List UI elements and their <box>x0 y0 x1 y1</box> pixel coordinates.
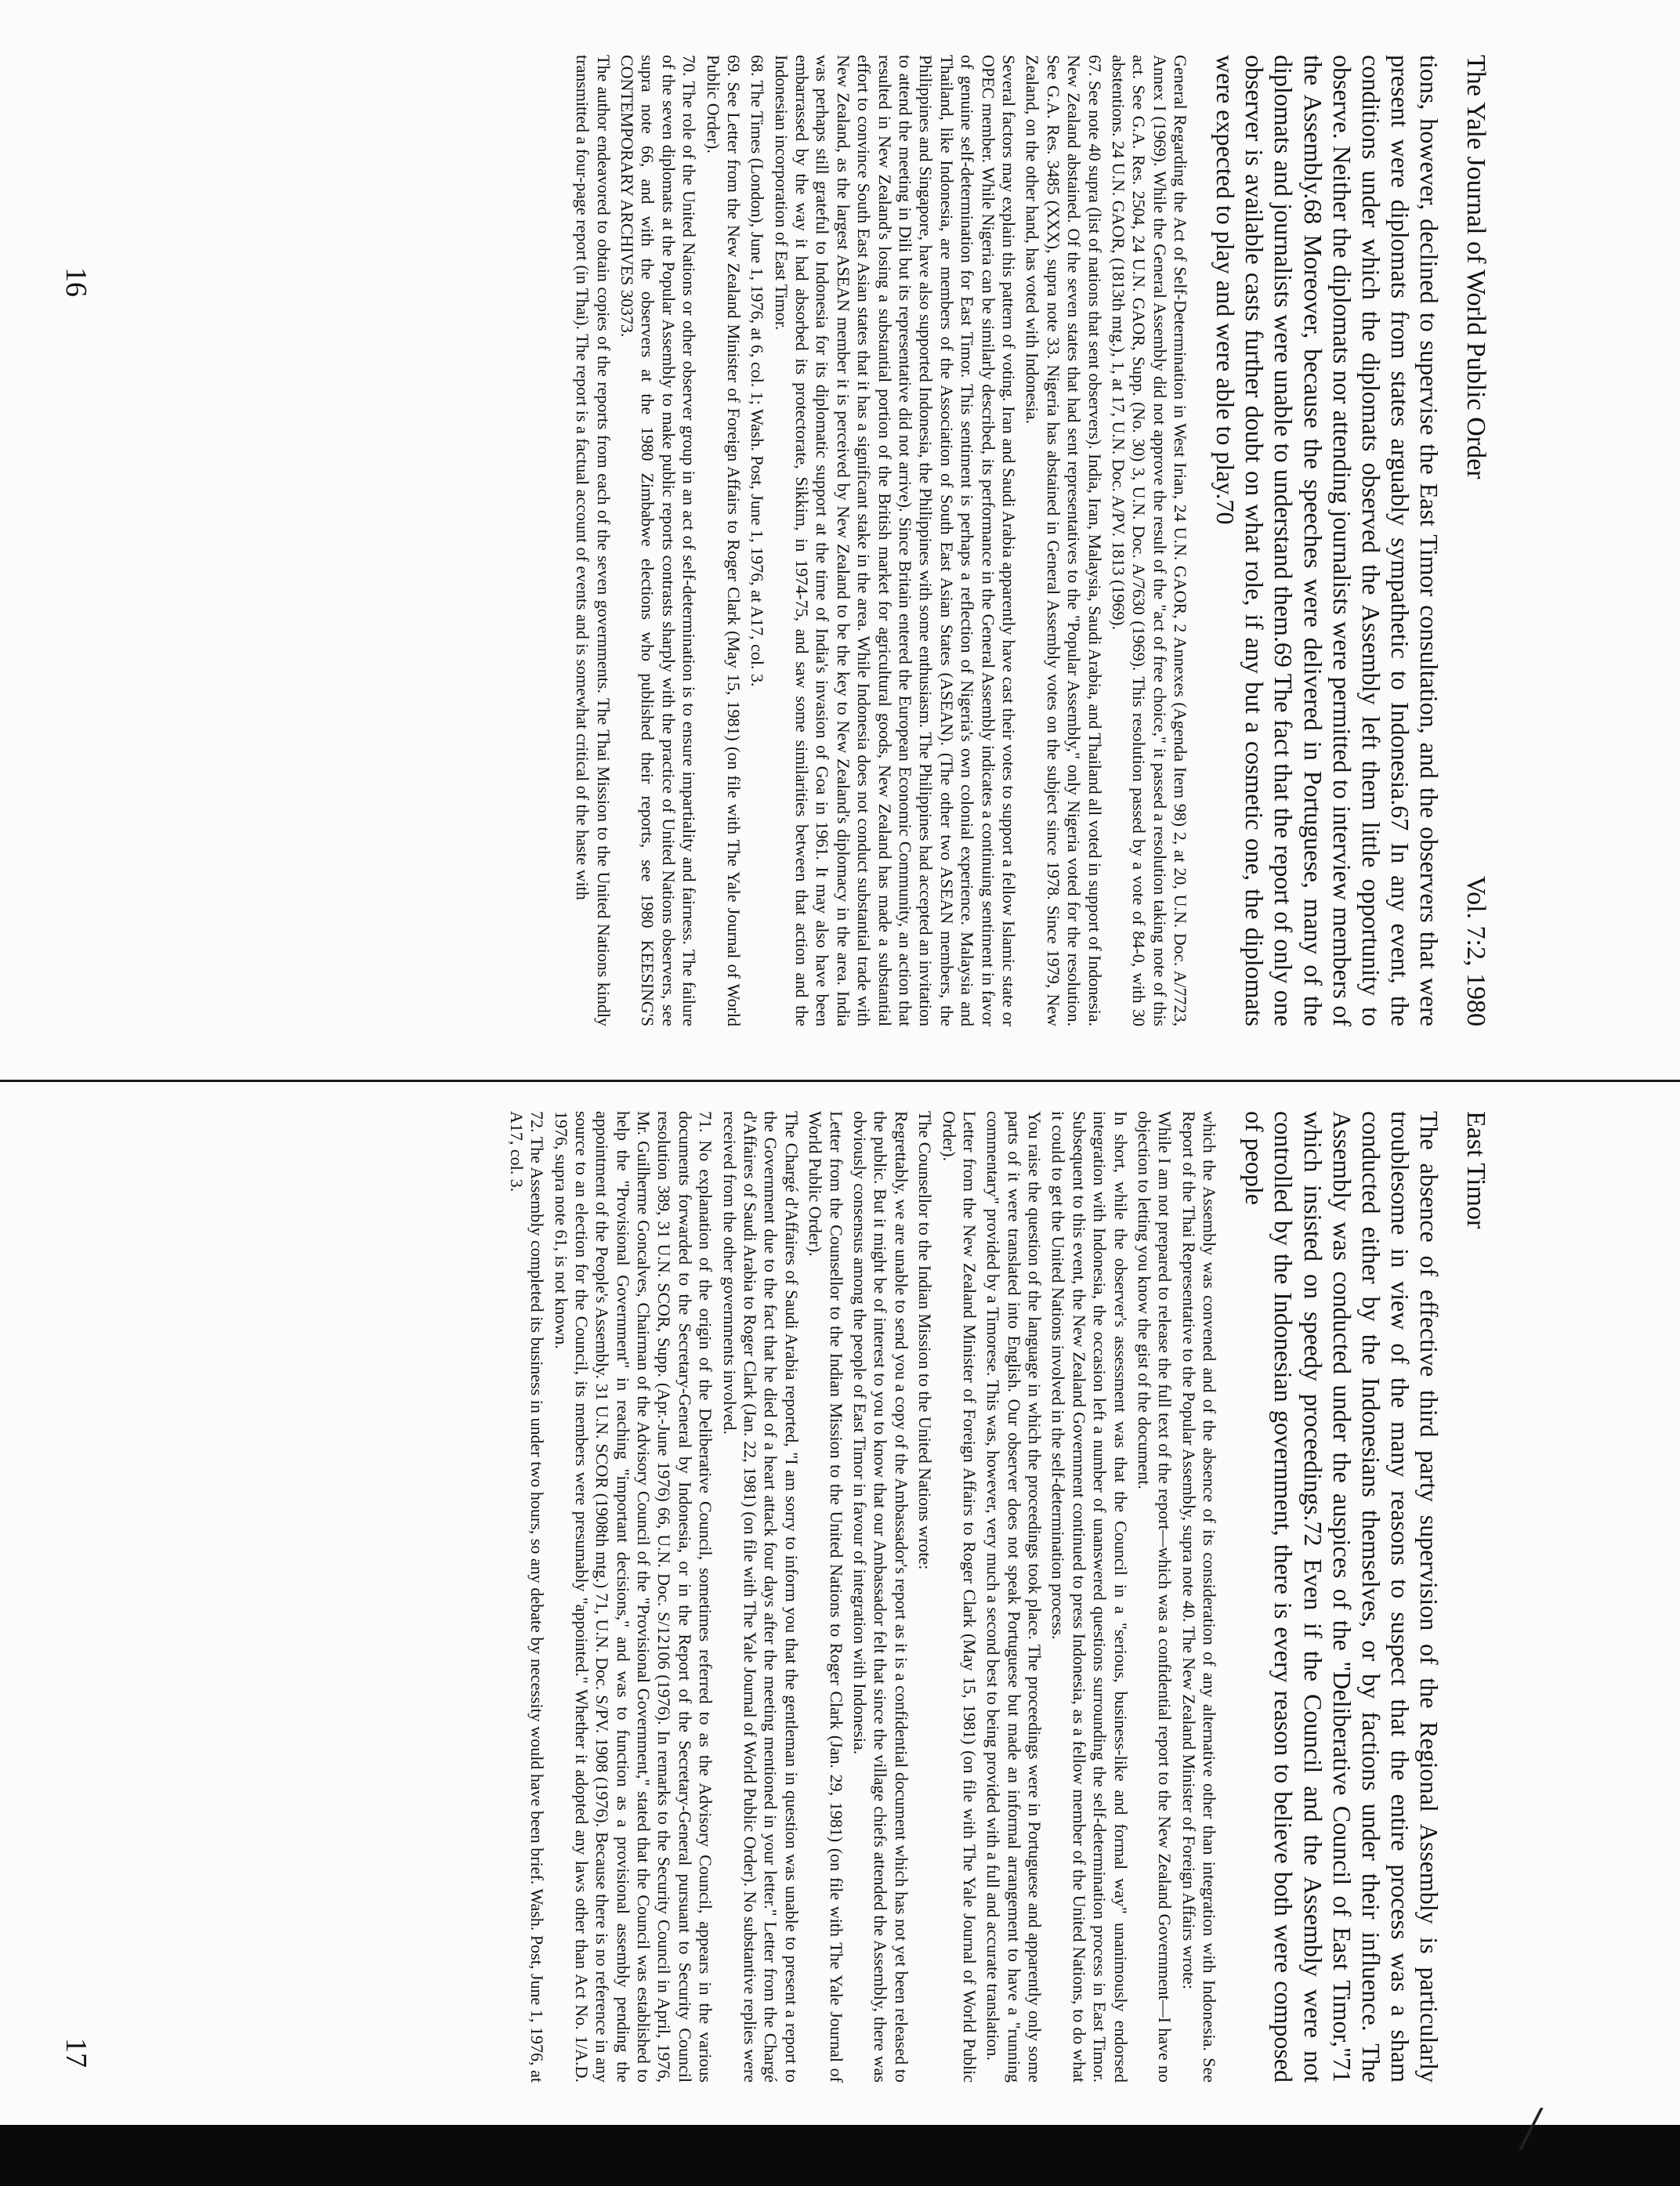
scan-bottom-edge <box>0 2125 1680 2186</box>
footnote: 68. The Times (London), June 1, 1976, at 6, col. 1; Wash. Post, June 1, 1976, at A17, col. 3. <box>748 55 768 687</box>
footnote: Several factors may explain this pattern of voting. Iran and Saudi Arabia apparently have cast their votes to support a fellow Islamic state or OPEC member. While Nigeria can be similarly described, its performance in the General Assembly indicates a continuing sentiment in favor of genuine self-determination for East Timor. This sentiment is perhaps a reflection of Nigeria's own colonial experience. Malaysia and Thailand, like Indonesia, are members of the Association of South East Asian States (ASEAN). (The other two ASEAN members, the Philippines and Singapore, have also supported Indonesia, the Philippines with some enthusiasm. The Philippines had accepted an invitation to attend the meeting in Dili but its representative did not arrive). Since Britain entered the European Economic Community, an action that resulted in New Zealand's losing a substantial portion of the British market for agricultural goods, New Zealand has made a substantial effort to convince South East Asian states that it has a significant stake in the area. While Indonesia does not conduct substantial trade with New Zealand, as the largest ASEAN member it is perceived by New Zealand to be the key to New Zealand's diplomacy in the area. India was perhaps still grateful to Indonesia for its diplomatic support at the time of India's invasion of Goa in 1961. It may also have been embarrassed by the way it had absorbed its protectorate, Sikkim, in 1974-75, and saw some similarities between that action and the Indonesian incorporation of East Timor. <box>771 55 1019 1026</box>
page-divider <box>0 1080 1680 1082</box>
footnote: Letter from the Counsellor to the Indian Mission to the United Nations to Roger Clark (Jan. 29, 1981) (on file with The Yale Journal of World Public Order). <box>806 1111 846 2083</box>
footnote: 70. The role of the United Nations or other observer group in an act of self-determination is to ensure impartiality and fairness. The failure of the seven diplomats at the Popular Assembly to make public reports contrasts sharply with the practice of United Nations observers, see supra note 66, and with the observers at the 1980 Zimbabwe elections who published their reports, see 1980 KEESING'S CONTEMPORARY ARCHIVES 30373. <box>617 55 700 1026</box>
page-17 <box>502 1111 1490 2083</box>
footnote: 72. The Assembly completed its business in under two hours, so any debate by necessity would have been brief. Wash. Post, June 1, 1976, at A17, col. 3. <box>506 1111 548 2083</box>
running-header <box>1461 55 1490 1026</box>
footnote: 69. See Letter from the New Zealand Minister of Foreign Affairs to Roger Clark (May 15, 1981) (on file with The Yale Journal of World Public Order). <box>703 55 744 1026</box>
footnote: which the Assembly was convened and of the absence of its consideration of any alternative other than integration with Indonesia. See Report of the Thai Representative to the Popular Assembly, supra note 40. The New Zealand Minister of Foreign Affairs wrote: <box>1179 1111 1220 2083</box>
main-text: tions, however, declined to supervise the East Timor consultation, and the observers that were present were diplomats from states arguably sympathetic to Indonesia.67 In any event, the conditions under which the diplomats observed the Assembly left them little opportunity to observe. Neither the diplomats nor attending journalists were permitted to interview members of the Assembly.68 Moreover, because the speeches were delivered in Portuguese, many of the diplomats and journalists were unable to understand them.69 The fact that the report of only one observer is available casts further doubt on what role, if any but a cosmetic one, the diplomats were expected to play and were able to play.70 <box>1211 55 1443 1026</box>
footnote: Letter from the New Zealand Minister of Foreign Affairs to Roger Clark (May 15, 1981) (on file with The Yale Journal of World Public Order). <box>939 1111 979 2083</box>
running-header <box>1461 1111 1490 2083</box>
footnotes <box>505 1111 1219 2083</box>
volume-label: Vol. 7:2, 1980 <box>1461 875 1490 1026</box>
journal-title: The Yale Journal of World Public Order <box>1461 55 1490 480</box>
running-title: East Timor <box>1461 1111 1490 1229</box>
footnotes <box>572 55 1190 1026</box>
footnote: While I am not prepared to release the full text of the report—which was a confidential report to the New Zealand Government—I have no objection to letting you know the gist of the document. <box>1135 1111 1175 2083</box>
footnote: You raise the question of the language in which the proceedings took place. The proceedings were in Portuguese and apparently only some parts of it were translated into English. Our observer does not speak Portuguese but made an informal arrangement to have a "running commentary" provided by a Timorese. This was, however, very much a second best to being provided with a full and accurate translation. <box>983 1111 1045 2083</box>
footnote: 67. See note 40 supra (list of nations that sent observers). India, Iran, Malaysia, Saudi Arabia, and Thailand all voted in support of Indonesia. New Zealand abstained. Of the seven states that had sent representatives to the "Popular Assembly," only Nigeria voted for the resolution. See G.A. Res. 3485 (XXX), supra note 33. Nigeria has abstained in General Assembly votes on the subject since 1978. Since 1979, New Zealand, on the other hand, has voted with Indonesia. <box>1023 55 1105 1026</box>
scan-artifact-mark: ╱ <box>1520 2109 1542 2149</box>
page-number: 17 <box>60 2038 92 2068</box>
page-16 <box>569 55 1490 1026</box>
main-text: The absence of effective third party supervision of the Regional Assembly is particularly troublesome in view of the many reasons to suspect that the entire process was a sham conducted either by the Indonesians themselves, or by factions under their influence. The Assembly was conducted under the auspices of the "Deliberative Council of East Timor,"71 which insisted on speedy proceedings.72 Even if the Council and the Assembly were not controlled by the Indonesian government, there is every reason to believe both were composed of people <box>1240 1111 1443 2083</box>
footnote: The Chargé d'Affaires of Saudi Arabia reported, "I am sorry to inform you that the gentleman in question was unable to present a report to the Government due to the fact that he died of a heart attack four days after the meeting mentioned in your letter." Letter from the Chargé d'Affaires of Saudi Arabia to Roger Clark (Jan. 22, 1981) (on file with The Yale Journal of World Public Order). No substantive replies were received from the other governments involved. <box>719 1111 802 2083</box>
footnote: In short, while the observer's assessment was that the Council in a "serious, business-like and formal way" unanimously endorsed integration with Indonesia, the occasion left a number of unanswered questions surrounding the self-determination process in East Timor. Subsequent to this event, the New Zealand Government continued to press Indonesia, as a fellow member of the United Nations, to do what it could to get the United Nations involved in the self-determination process. <box>1048 1111 1131 2083</box>
footnote: General Regarding the Act of Self-Determination in West Irian, 24 U.N. GAOR, 2 Annexes (Agenda Item 98) 2, at 20, U.N. Doc. A/7723, Annex I (1969). While the General Assembly did not approve the result of the "act of free choice," it passed a resolution taking note of this act. See G.A. Res. 2504, 24 U.N. GAOR, Supp. (No. 30) 3, U.N. Doc. A/7630 (1969). This resolution passed by a vote of 84-0, with 30 abstentions. 24 U.N. GAOR, (1813th mtg.), 1, at 17, U.N. Doc. A/PV. 1813 (1969). <box>1108 55 1191 1026</box>
footnote: The author endeavored to obtain copies of the reports from each of the seven governments. The Thai Mission to the United Nations kindly transmitted a four-page report (in Thai). The report is a factual account of events and is somewhat critical of the haste with <box>573 55 614 1026</box>
footnote: The Counsellor to the Indian Mission to the United Nations wrote: <box>915 1111 936 1570</box>
footnote: Regrettably, we are unable to send you a copy of the Ambassador's report as it is a confidential document which has not yet been released to the public. But it might be of interest to you to know that our Ambassador felt that since the village chiefs attended the Assembly, there was obviously consensus among the people of East Timor in favour of integration with Indonesia. <box>849 1111 911 2083</box>
page-number: 16 <box>60 267 92 297</box>
footnote: 71. No explanation of the origin of the Deliberative Council, sometimes referred to as the Advisory Council, appears in the various documents forwarded to the Secretary-General by Indonesia, or in the Report of the Secretary-General pursuant to Security Council resolution 389, 31 U.N. SCOR, Supp. (Apr.-June 1976) 66, U.N. Doc. S/12106 (1976). In remarks to the Security Council in April, 1976, Mr. Guilherme Goncalves, Chairman of the Advisory Council of the "Provisional Government," stated that the Council was established to help the "Provisional Government" in reaching "important decisions," and was to function as a provisional assembly pending the appointment of the People's Assembly. 31 U.N. SCOR (1908th mtg.) 71, U.N. Doc. S/PV. 1908 (1976). Because there is no reference in any source to an election for the Council, its members were presumably "appointed." Whether it adopted any laws other than Act No. 1/A.D. 1976, supra note 61, is not known. <box>551 1111 716 2083</box>
